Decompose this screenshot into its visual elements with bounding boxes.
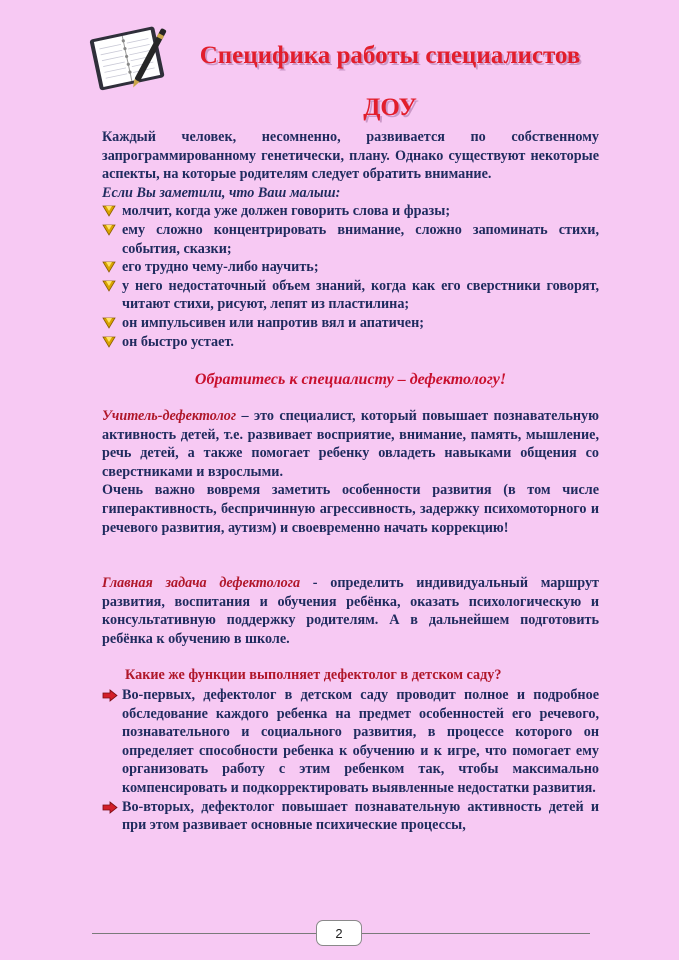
- functions-section: [102, 686, 599, 835]
- page-number: 2: [316, 920, 362, 946]
- list-item: он быстро устает.: [102, 333, 599, 352]
- list-item: он импульсивен или напротив вял и апатичен;: [102, 314, 599, 333]
- main-task-paragraph: [102, 574, 599, 648]
- list-item: ему сложно концентрировать внимание, сложно запоминать стихи, события, сказки;: [102, 221, 599, 258]
- arrow-right-bullet-icon: [102, 801, 118, 814]
- page-title-line1: Специфика работы специалистов: [199, 42, 581, 69]
- list-item: Во-вторых, дефектолог повышает познавательную активность детей и при этом развивает основные психические процессы,: [102, 798, 599, 835]
- functions-list: [102, 686, 599, 835]
- arrow-down-bullet-icon: [102, 280, 116, 292]
- arrow-right-bullet-icon: [102, 689, 118, 702]
- main-task-text: - определить индивидуальный маршрут развития, воспитания и обучения ребёнка, оказать психологическую и консультативную поддержку родителям. А в дальнейшем подготовить ребёнка к обучению в школе.: [102, 575, 600, 647]
- importance-paragraph: Очень важно вовремя заметить особенности развития (в том числе гиперактивность, беспричинную агрессивность, задержку психомоторного и речевого развития, аутизм) и своевременно начать коррекцию!: [102, 482, 599, 536]
- page-title-line2: ДОУ: [363, 94, 417, 121]
- list-item: у него недостаточный объем знаний, когда как его сверстники говорят, читают стихи, рисуют, лепят из пластилина;: [102, 277, 599, 314]
- arrow-down-bullet-icon: [102, 205, 116, 217]
- intro-paragraph: Каждый человек, несомненно, развивается по собственному запрограммированному генетически, плану. Однако существуют некоторые аспекты, на которые родителям следует обратить внимание.: [102, 129, 599, 183]
- defectologist-section: [102, 407, 599, 537]
- intro-section: [102, 128, 599, 351]
- arrow-down-bullet-icon: [102, 317, 116, 329]
- footer-line-right: [362, 933, 590, 934]
- main-task-section: [102, 574, 599, 648]
- arrow-down-bullet-icon: [102, 336, 116, 348]
- list-item: молчит, когда уже должен говорить слова и фразы;: [102, 202, 599, 221]
- footer-line-left: [92, 933, 316, 934]
- arrow-down-bullet-icon: [102, 224, 116, 236]
- main-task-term: Главная задача дефектолога: [102, 575, 301, 591]
- functions-question: Какие же функции выполняет дефектолог в детском саду?: [125, 667, 502, 683]
- symptom-list: [102, 202, 599, 351]
- definition-text: – это специалист, который повышает познавательную активность детей, т.е. развивает восприятие, внимание, память, мышление, речь детей, а также помогает ребенку овладеть навыками общения со сверстниками и взрослыми.: [102, 408, 599, 480]
- definition-paragraph: [102, 407, 599, 481]
- page-title: [150, 30, 630, 134]
- list-item: Во-первых, дефектолог в детском саду проводит полное и подробное обследование каждого ребенка на предмет особенностей его речевого, познавательного и социального развития, в процессе которого он определяет способности ребенка к обучению и к игре, что помогает ему организовать работу с этим ребенком так, чтобы максимально компенсировать и подкорректировать выявленные недостатки развития.: [102, 686, 599, 798]
- arrow-down-bullet-icon: [102, 261, 116, 273]
- list-item: его трудно чему-либо научить;: [102, 258, 599, 277]
- call-to-action: Обратитесь к специалисту – дефектологу!: [194, 371, 507, 388]
- definition-term: Учитель-дефектолог: [102, 408, 237, 424]
- intro-lead: Если Вы заметили, что Ваш малыш:: [102, 184, 341, 201]
